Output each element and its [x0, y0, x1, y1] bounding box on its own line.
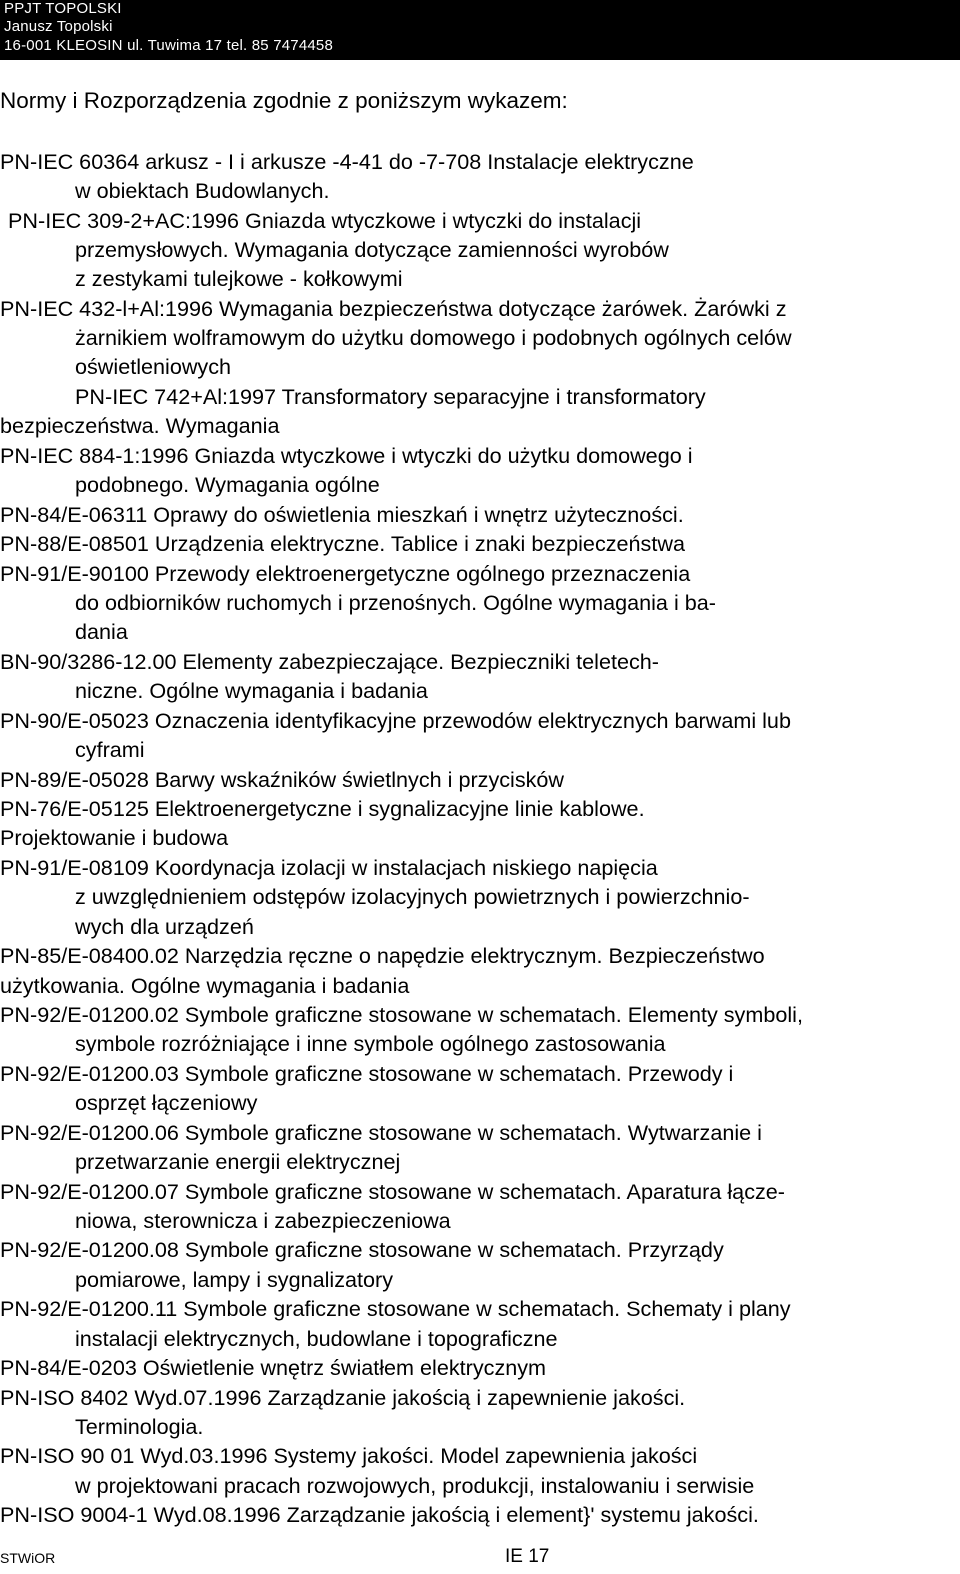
standard-line: żarnikiem wolframowym do użytku domowego i podobnych ogólnych celów	[75, 325, 792, 350]
standard-line: PN-84/E-0203 Oświetlenie wnętrz światłem elektrycznym	[0, 1355, 547, 1380]
standard-line: PN-IEC 432-l+Al:1996 Wymagania bezpieczeństwa dotyczące żarówek. Żarówki z	[0, 296, 787, 321]
standard-line: PN-85/E-08400.02 Narzędzia ręczne o napędzie elektrycznym. Bezpieczeństwo	[0, 943, 765, 968]
page-header	[0, 0, 960, 60]
standard-line: PN-IEC 742+Al:1997 Transformatory separacyjne i transformatory	[75, 384, 706, 409]
standard-line: PN-92/E-01200.11 Symbole graficzne stosowane w schematach. Schematy i plany	[0, 1296, 791, 1321]
standard-line: PN-IEC 309-2+AC:1996 Gniazda wtyczkowe i wtyczki do instalacji	[8, 208, 642, 233]
standard-line: Terminologia.	[75, 1414, 204, 1439]
standard-line: PN-ISO 8402 Wyd.07.1996 Zarządzanie jakością i zapewnienie jakości.	[0, 1385, 686, 1410]
standard-line: przetwarzanie energii elektrycznej	[75, 1149, 401, 1174]
standard-line: osprzęt łączeniowy	[75, 1090, 258, 1115]
standard-line: instalacji elektrycznych, budowlane i topograficzne	[75, 1326, 558, 1351]
standard-line: PN-92/E-01200.07 Symbole graficzne stosowane w schematach. Aparatura łącze-	[0, 1179, 785, 1204]
standard-line: niowa, sterownicza i zabezpieczeniowa	[75, 1208, 451, 1233]
standard-line: w obiektach Budowlanych.	[75, 178, 330, 203]
standard-line: PN-92/E-01200.03 Symbole graficzne stosowane w schematach. Przewody i	[0, 1061, 734, 1086]
standard-line: PN-76/E-05125 Elektroenergetyczne i sygnalizacyjne linie kablowe.	[0, 796, 645, 821]
intro-heading: Normy i Rozporządzenia zgodnie z poniższym wykazem:	[0, 88, 568, 113]
standard-line: użytkowania. Ogólne wymagania i badania	[0, 973, 410, 998]
standard-line: PN-84/E-06311 Oprawy do oświetlenia mieszkań i wnętrz użyteczności.	[0, 502, 684, 527]
standard-line: bezpieczeństwa. Wymagania	[0, 413, 280, 438]
standard-line: przemysłowych. Wymagania dotyczące zamienności wyrobów	[75, 237, 669, 262]
standard-line: pomiarowe, lampy i sygnalizatory	[75, 1267, 394, 1292]
standard-line: z uwzględnieniem odstępów izolacyjnych powietrznych i powierzchnio-	[75, 884, 750, 909]
standard-line: PN-ISO 90 01 Wyd.03.1996 Systemy jakości. Model zapewnienia jakości	[0, 1443, 698, 1468]
company-address: 16-001 KLEOSIN ul. Tuwima 17 tel. 85 7474458	[4, 37, 334, 54]
standard-line: PN-92/E-01200.08 Symbole graficzne stosowane w schematach. Przyrządy	[0, 1237, 724, 1262]
standard-line: PN-90/E-05023 Oznaczenia identyfikacyjne przewodów elektrycznych barwami lub	[0, 708, 791, 733]
standard-line: oświetleniowych	[75, 354, 232, 379]
standard-line: PN-88/E-08501 Urządzenia elektryczne. Tablice i znaki bezpieczeństwa	[0, 531, 685, 556]
standard-line: PN-IEC 884-1:1996 Gniazda wtyczkowe i wtyczki do użytku domowego i	[0, 443, 693, 468]
standard-line: do odbiorników ruchomych i przenośnych. Ogólne wymagania i ba-	[75, 590, 716, 615]
standard-line: PN-89/E-05028 Barwy wskaźników świetlnych i przycisków	[0, 767, 565, 792]
standard-line: Projektowanie i budowa	[0, 825, 229, 850]
standard-line: PN-ISO 9004-1 Wyd.08.1996 Zarządzanie jakością i element}' systemu jakości.	[0, 1502, 759, 1527]
standard-line: niczne. Ogólne wymagania i badania	[75, 678, 428, 703]
standard-line: PN-92/E-01200.02 Symbole graficzne stosowane w schematach. Elementy symboli,	[0, 1002, 803, 1027]
standard-line: PN-91/E-90100 Przewody elektroenergetyczne ogólnego przeznaczenia	[0, 561, 691, 586]
standard-line: PN-91/E-08109 Koordynacja izolacji w instalacjach niskiego napięcia	[0, 855, 658, 880]
standard-line: wych dla urządzeń	[75, 914, 254, 939]
standard-line: symbole rozróżniające i inne symbole ogólnego zastosowania	[75, 1031, 666, 1056]
owner-name: Janusz Topolski	[4, 18, 113, 35]
footer-document-code: STWiOR	[0, 1550, 56, 1566]
standard-line: cyframi	[75, 737, 145, 762]
standard-line: BN-90/3286-12.00 Elementy zabezpieczające. Bezpieczniki teletech-	[0, 649, 659, 674]
standard-line: PN-IEC 60364 arkusz - I i arkusze -4-41 do -7-708 Instalacje elektryczne	[0, 149, 694, 174]
company-name: PPJT TOPOLSKI	[4, 0, 122, 17]
standard-line: w projektowani pracach rozwojowych, produkcji, instalowaniu i serwisie	[75, 1473, 755, 1498]
standard-line: PN-92/E-01200.06 Symbole graficzne stosowane w schematach. Wytwarzanie i	[0, 1120, 762, 1145]
standard-line: z zestykami tulejkowe - kołkowymi	[75, 266, 403, 291]
standard-line: dania	[75, 619, 128, 644]
standard-line: podobnego. Wymagania ogólne	[75, 472, 380, 497]
footer-page-number: IE 17	[505, 1546, 550, 1567]
